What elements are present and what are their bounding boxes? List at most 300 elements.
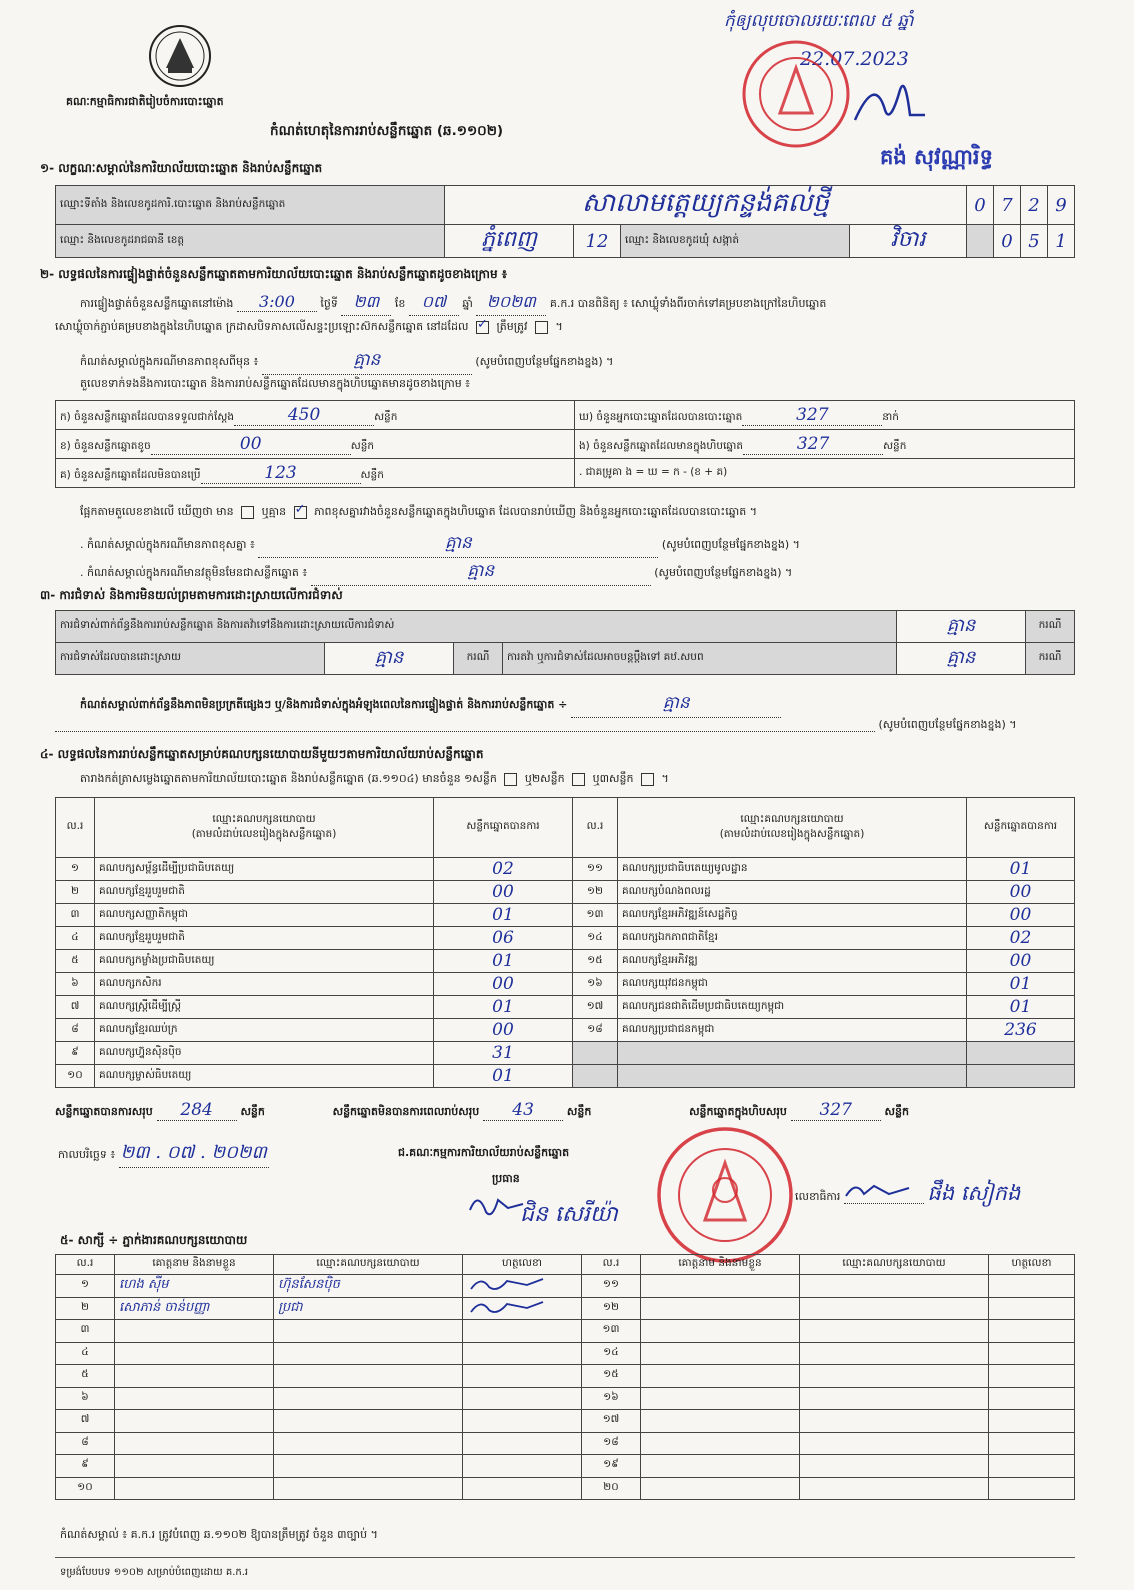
verify-time: 3:00 — [237, 292, 317, 312]
party-name: គណបក្សកសិករ — [95, 973, 434, 996]
party-no: ១២ — [573, 881, 618, 904]
party-votes: 00 — [434, 973, 573, 996]
count-d-value: 327 — [742, 405, 882, 426]
prov-value: ភ្នំពេញ — [445, 225, 574, 258]
witness-signature — [463, 1432, 582, 1455]
compare-line — [80, 505, 757, 521]
irregular-dots — [55, 718, 875, 732]
loc-value: សាលាមត្តេយ្យកន្ទង់គល់ថ្មី — [445, 186, 967, 225]
section5-heading: ៥- សាក្សី ÷ ភ្នាក់ងារគណបក្សនយោបាយ — [60, 1233, 248, 1247]
party-name: គណបក្សខ្មែរអភិវឌ្ឍ — [618, 950, 967, 973]
count-table — [55, 400, 1075, 488]
wcol-name-left: គោត្តនាម និងនាមខ្លួន — [115, 1255, 274, 1275]
count-e-unit: សន្លឹក — [883, 439, 907, 452]
topright-name: គង់ សុវណ្ណារិទ្ធ — [880, 144, 993, 169]
witness-no: ១១ — [582, 1275, 641, 1298]
irregular-line — [80, 692, 781, 718]
party-votes: 236 — [967, 1019, 1075, 1042]
count-d-label: ឃ) ចំនួនអ្នកបោះឆ្នោតដែលបានបោះឆ្នោត — [579, 410, 743, 423]
resolved-unit: ករណី — [454, 643, 503, 675]
secretary-label: លេខាធិការ — [795, 1190, 841, 1203]
party-no: ១០ — [56, 1065, 95, 1088]
compare-text-a: ផ្អែកតាមតួលេខខាងលើ ឃើញថា មាន — [80, 505, 234, 518]
president-name: ជិន សេរីយ៉ា — [520, 1202, 618, 1227]
count-b-label: ខ) ចំនួនសន្លឹកឆ្នោតខូច — [60, 439, 151, 452]
table-row — [56, 1410, 1075, 1433]
count-a-value: 450 — [234, 405, 374, 426]
witness-party — [800, 1365, 989, 1388]
wrong-checkbox[interactable] — [535, 321, 548, 334]
correct-label: ត្រឹមត្រូវ — [496, 320, 528, 333]
sheet-count-text: តារាងកត់ត្រាសម្លេងឆ្នោតតាមការិយាល័យបោះឆ្នោត និងរាប់សន្លឹកឆ្នោត (ឆ.១១០៤) មានចំនួន ១សន្លឹក — [80, 772, 497, 785]
note1-label: . កំណត់សម្គាល់ក្នុងករណីមានភាពខុសគ្នា ៖ — [80, 538, 255, 551]
witness-name — [115, 1410, 274, 1433]
witness-no: ១៨ — [582, 1432, 641, 1455]
wcol-no-left: ល.រ — [56, 1255, 115, 1275]
party-name: គណបក្សហ្វ៊ុនស៊ិនប៉ិច — [95, 1042, 434, 1065]
table-row — [56, 1455, 1075, 1478]
compare-text-c: ភាពខុសគ្នារវាងចំនួនសន្លឹកឆ្នោតក្នុងហិបឆ្នោត ដែលបានរាប់ឃើញ និងចំនួនអ្នកបោះឆ្នោតដែលបានបោះឆ្នោត ។ — [314, 505, 757, 518]
total-valid-value: 284 — [157, 1100, 237, 1121]
commune-code-1: 0 — [994, 225, 1021, 258]
witness-party — [800, 1342, 989, 1365]
verify-text-c: ខែ — [394, 297, 406, 310]
witness-signature — [989, 1477, 1075, 1500]
wcol-name-right: គោត្តនាម និងនាមខ្លួន — [641, 1255, 800, 1275]
party-no: ១៧ — [573, 996, 618, 1019]
loc-code-4: 9 — [1048, 186, 1075, 225]
party-name: គណបក្សយុវជនកម្ពុជា — [618, 973, 967, 996]
party-name: គណបក្សសម្ព័ន្ធដើម្បីប្រជាធិបតេយ្យ — [95, 858, 434, 881]
section3-heading: ៣- ការជំទាស់ និងការមិនយល់ព្រមតាមការដោះស្រាយលើការជំទាស់ — [40, 588, 343, 602]
col-no-left: ល.រ — [56, 798, 95, 858]
sheet2-label: ឬ២សន្លឹក — [524, 772, 565, 785]
witness-no: ១២ — [582, 1297, 641, 1320]
col-party-left-sub: (តាមលំដាប់លេខរៀងក្នុងសន្លឹកឆ្នោត) — [191, 827, 337, 840]
witness-signature — [989, 1275, 1075, 1298]
signature-top — [850, 70, 930, 130]
party-name: គណបក្សខ្មែរអភិវឌ្ឍន៍សេដ្ឋកិច្ច — [618, 904, 967, 927]
witness-signature — [463, 1410, 582, 1433]
party-votes: 01 — [434, 904, 573, 927]
total-valid-unit: សន្លឹក — [240, 1105, 265, 1118]
witness-name: សោភាន់ ចាន់បញ្ញា — [115, 1297, 274, 1320]
col-party-left-title: ឈ្មោះគណបក្សនយោបាយ — [212, 812, 316, 825]
witness-no: ១០ — [56, 1477, 115, 1500]
verify-month: ០៧ — [409, 291, 459, 316]
witness-party — [274, 1410, 463, 1433]
prov-code: 12 — [574, 225, 621, 258]
party-no: ៧ — [56, 996, 95, 1019]
col-votes-right: សន្លឹកឆ្នោតបានការ — [967, 798, 1075, 858]
witness-party — [800, 1477, 989, 1500]
witness-no: ២ — [56, 1297, 115, 1320]
verify-line2: សោឃ្លុំចាក់ភ្ជាប់គម្របខាងក្នុងនៃហិបឆ្នោត ក្រដាសបិទភាសលើសន្ទះប្រឡោះស៊កសន្លឹកឆ្នោត នៅដដែល ✓ ត្រឹមត្រូវ ។ — [55, 320, 563, 336]
objection-value: គ្មាន — [897, 611, 1026, 643]
total-invalid-label: សន្លឹកឆ្នោតមិនបានការពេលរាប់សរុប — [332, 1105, 480, 1118]
witness-name — [641, 1320, 800, 1343]
table-row — [56, 996, 1075, 1019]
table-row — [56, 1477, 1075, 1500]
table-row — [56, 1065, 1075, 1088]
party-no: ១១ — [573, 858, 618, 881]
correct-checkbox[interactable] — [476, 321, 489, 334]
witness-no: ៤ — [56, 1342, 115, 1365]
verify-day: ២៣ — [341, 291, 391, 316]
president-signature — [468, 1190, 528, 1220]
page-title: កំណត់ហេតុនៃការរាប់សន្លឹកឆ្នោត (ឆ.១១០២) — [270, 123, 504, 139]
commune-label: ឈ្មោះ និងលេខកូដឃុំ សង្កាត់ — [621, 225, 850, 258]
sheet1-checkbox[interactable] — [504, 773, 517, 786]
prov-label: ឈ្មោះ និងលេខកូដរាជធានី ខេត្ត — [56, 225, 445, 258]
verify-text-a: ការផ្ទៀងផ្ទាត់ចំនួនសន្លឹកឆ្នោតនៅម៉ោង — [80, 297, 234, 310]
irregular-suffix: (សូមបំពេញបន្ថែមផ្នែកខាងខ្នង) ។ — [878, 718, 1017, 731]
sheet2-checkbox[interactable] — [572, 773, 585, 786]
party-votes: 00 — [967, 904, 1075, 927]
count-c-label: គ) ចំនួនសន្លឹកឆ្នោតដែលមិនបានប្រើ — [60, 468, 201, 481]
party-name: គណបក្សកម្លាំងប្រជាធិបតេយ្យ — [95, 950, 434, 973]
org-name: គណៈកម្មាធិការជាតិរៀបចំការបោះឆ្នោត — [66, 95, 224, 108]
wcol-party-right: ឈ្មោះគណបក្សនយោបាយ — [800, 1255, 989, 1275]
party-votes: 31 — [434, 1042, 573, 1065]
footer-bottom: ទម្រង់បែបបទ ១១០២ សម្រាប់បំពេញដោយ គ.ក.រ — [60, 1567, 249, 1578]
has-checkbox[interactable] — [241, 506, 254, 519]
wcol-sign-left: ហត្ថលេខា — [463, 1255, 582, 1275]
witness-no: ១៧ — [582, 1410, 641, 1433]
note1-line — [80, 532, 800, 558]
party-no — [573, 1042, 618, 1065]
date-line — [58, 1140, 269, 1168]
party-votes: 01 — [434, 950, 573, 973]
resolved-label: ការជំទាស់ដែលបានដោះស្រាយ — [56, 643, 325, 675]
count-c-value: 123 — [201, 463, 361, 484]
section4-heading: ៤- លទ្ធផលនៃការរាប់សន្លឹកឆ្នោតសម្រាប់គណបក្សនយោបាយនីមួយៗតាមការិយាល័យរាប់សន្លឹកឆ្នោត — [40, 747, 484, 761]
total-valid-label: សន្លឹកឆ្នោតបានការសរុប — [55, 1105, 153, 1118]
party-votes: 01 — [434, 996, 573, 1019]
table-row — [56, 1432, 1075, 1455]
witness-signature — [989, 1297, 1075, 1320]
witness-no: ៥ — [56, 1365, 115, 1388]
witness-signature — [989, 1342, 1075, 1365]
witness-no: ១៤ — [582, 1342, 641, 1365]
objection-label: ការជំទាស់ពាក់ព័ន្ធនឹងការរាប់សន្លឹកឆ្នោត និងការតវ៉ាទៅនឹងការដោះស្រាយលើការជំទាស់ — [56, 611, 897, 643]
witness-signature — [463, 1387, 582, 1410]
note2-suffix: (សូមបំពេញបន្ថែមផ្នែកខាងខ្នង) ។ — [654, 566, 793, 579]
witness-no: ៨ — [56, 1432, 115, 1455]
table-row — [56, 973, 1075, 996]
witness-signature — [463, 1297, 582, 1320]
table-row — [56, 904, 1075, 927]
witness-name — [115, 1365, 274, 1388]
party-votes: 01 — [967, 996, 1075, 1019]
count-formula: . ជាគម្រូគា ង = ឃ = ក - (ខ + គ) — [575, 459, 1075, 488]
note1-value: គ្មាន — [258, 532, 658, 558]
table-row — [56, 1019, 1075, 1042]
bottom-red-stamp — [655, 1125, 795, 1265]
witness-party — [800, 1275, 989, 1298]
witness-name — [641, 1297, 800, 1320]
note1-suffix: (សូមបំពេញបន្ថែមផ្នែកខាងខ្នង) ។ — [661, 538, 800, 551]
party-no: ៦ — [56, 973, 95, 996]
table-row — [56, 1320, 1075, 1343]
verify-line2-text: សោឃ្លុំចាក់ភ្ជាប់គម្របខាងក្នុងនៃហិបឆ្នោត ក្រដាសបិទភាសលើសន្ទះប្រឡោះស៊កសន្លឹកឆ្នោត នៅដដែល — [55, 320, 469, 333]
witness-party — [274, 1432, 463, 1455]
party-name: គណបក្សបំណងពលរដ្ឋ — [618, 881, 967, 904]
topright-date: 22.07.2023 — [800, 48, 909, 70]
irregular-value: គ្មាន — [571, 692, 781, 718]
witness-signature — [989, 1365, 1075, 1388]
party-votes: 00 — [434, 881, 573, 904]
party-no: ១៥ — [573, 950, 618, 973]
table-row — [56, 1342, 1075, 1365]
count-d-unit: នាក់ — [882, 410, 899, 423]
table-row — [56, 858, 1075, 881]
loc-label: ឈ្មោះទីតាំង និងលេខកូដការិ.បោះឆ្នោត និងរាប់សន្លឹកឆ្នោត — [56, 186, 445, 225]
party-votes: 01 — [967, 858, 1075, 881]
witness-no: ១៥ — [582, 1365, 641, 1388]
diff-note-suffix: (សូមបំពេញបន្ថែមផ្នែកខាងខ្នង) ។ — [475, 355, 614, 368]
party-no — [573, 1065, 618, 1088]
party-votes: 00 — [967, 950, 1075, 973]
table-row — [56, 950, 1075, 973]
witness-name — [115, 1455, 274, 1478]
verify-year: ២០២៣ — [476, 291, 546, 316]
total-box-label: សន្លឹកឆ្នោតក្នុងហិបសរុប — [689, 1105, 787, 1118]
table-row — [56, 1297, 1075, 1320]
witness-party — [274, 1387, 463, 1410]
sheet3-checkbox[interactable] — [641, 773, 654, 786]
count-b-value: 00 — [151, 434, 351, 455]
party-name: គណបក្សម្ចាស់ធិបតេយ្យ — [95, 1065, 434, 1088]
party-name: គណបក្សប្រជាជនកម្ពុជា — [618, 1019, 967, 1042]
witness-party — [274, 1320, 463, 1343]
witness-signature — [463, 1455, 582, 1478]
loc-code-2: 7 — [994, 186, 1021, 225]
total-invalid-unit: សន្លឹក — [566, 1105, 592, 1118]
witness-signature — [463, 1342, 582, 1365]
table-row — [56, 1387, 1075, 1410]
party-name — [618, 1065, 967, 1088]
sheet3-label: ឬ៣សន្លឹក — [592, 772, 634, 785]
diff-note-label: កំណត់សម្គាល់ក្នុងករណីមានភាពខុសពីមុន ៖ — [80, 355, 259, 368]
witness-no: ៦ — [56, 1387, 115, 1410]
witness-party — [800, 1320, 989, 1343]
witness-name — [641, 1477, 800, 1500]
witness-party — [800, 1387, 989, 1410]
col-party-right — [618, 798, 967, 858]
witness-no: ៩ — [56, 1455, 115, 1478]
emblem-logo — [148, 24, 212, 88]
none-checkbox[interactable] — [294, 506, 307, 519]
count-e-label: ង) ចំនួនសន្លឹកឆ្នោតដែលមានក្នុងហិបឆ្នោត — [579, 439, 744, 452]
loc-code-3: 2 — [1021, 186, 1048, 225]
party-votes: 00 — [967, 881, 1075, 904]
witness-no: ១ — [56, 1275, 115, 1298]
party-name: គណបក្សស្ត្រីដើម្បីស្ត្រី — [95, 996, 434, 1019]
table-row — [56, 1365, 1075, 1388]
party-no: ៥ — [56, 950, 95, 973]
date-value: ២៣ . ០៧ . ២០២៣ — [119, 1140, 269, 1168]
witness-signature — [463, 1365, 582, 1388]
wcol-sign-right: ហត្ថលេខា — [989, 1255, 1075, 1275]
party-name: គណបក្សសញ្ញាតិកម្ពុជា — [95, 904, 434, 927]
section2-heading: ២- លទ្ធផលនៃការផ្ទៀងផ្ទាត់ចំនួនសន្លឹកឆ្នោតតាមការិយាល័យបោះឆ្នោត និងរាប់សន្លឹកឆ្នោតដូចខាងក្រោម ៖ — [40, 267, 508, 281]
secretary-line — [795, 1180, 1020, 1211]
witness-signature — [463, 1320, 582, 1343]
total-invalid-value: 43 — [483, 1100, 563, 1121]
objection-table — [55, 610, 1075, 675]
verify-line3 — [80, 349, 613, 375]
party-votes: 01 — [434, 1065, 573, 1088]
appeal-label: ការតវ៉ា ឬការជំទាស់ដែលអាចបន្តប្តឹងទៅ គឋ.សបព — [503, 643, 897, 675]
party-no: ៣ — [56, 904, 95, 927]
party-votes: 00 — [434, 1019, 573, 1042]
table-row — [56, 881, 1075, 904]
party-name: គណបក្សខ្មែររួបរួមជាតិ — [95, 881, 434, 904]
sheet-count-line: តារាងកត់ត្រាសម្លេងឆ្នោតតាមការិយាល័យបោះឆ្នោត និងរាប់សន្លឹកឆ្នោត (ឆ.១១០៤) មានចំនួន ១សន្លឹក ឬ២សន្លឹក ឬ៣សន្លឹក ។ — [80, 772, 669, 785]
count-b-unit: សន្លឹក — [350, 439, 375, 452]
wcol-party-left: ឈ្មោះគណបក្សនយោបាយ — [274, 1255, 463, 1275]
table-row — [56, 1042, 1075, 1065]
party-no: ១៣ — [573, 904, 618, 927]
witness-name — [115, 1320, 274, 1343]
note2-line — [80, 560, 792, 586]
witness-party: ប្រជា — [274, 1297, 463, 1320]
results-table — [55, 797, 1075, 1088]
witness-name — [115, 1477, 274, 1500]
witness-name — [641, 1342, 800, 1365]
witness-name — [641, 1365, 800, 1388]
compare-text-b: ឬគ្មាន — [261, 505, 287, 518]
wcol-no-right: ល.រ — [582, 1255, 641, 1275]
top-red-stamp — [740, 38, 852, 150]
count-a-label: ក) ចំនួនសន្លឹកឆ្នោតដែលបានទទួលជាក់ស្តែង — [60, 410, 235, 423]
diff-note-value: គ្មាន — [262, 349, 472, 375]
witness-signature — [989, 1432, 1075, 1455]
party-name: គណបក្សខ្មែររួបរួមជាតិ — [95, 927, 434, 950]
appeal-value: គ្មាន — [897, 643, 1026, 675]
table-row — [56, 1275, 1075, 1298]
verify-text-b: ថ្ងៃទី — [320, 297, 338, 310]
witness-name — [115, 1342, 274, 1365]
secretary-signature — [844, 1180, 924, 1204]
witness-no: ១៦ — [582, 1387, 641, 1410]
verify-line4: តួលេខទាក់ទងនឹងការបោះឆ្នោត និងការរាប់សន្លឹកឆ្នោតដែលមានក្នុងហិបឆ្នោតមានដូចខាងក្រោម ៖ — [80, 377, 471, 390]
verify-line1 — [80, 291, 826, 316]
count-c-unit: សន្លឹក — [360, 468, 384, 481]
party-no: ១៨ — [573, 1019, 618, 1042]
commune-code-3: 1 — [1048, 225, 1075, 258]
verify-text-e: គ.ក.រ បានពិនិត្យ ៖ សោឃ្លុំទាំងពីរចាក់ទៅគម្របខាងក្រៅនៃហិបឆ្នោត — [549, 297, 827, 310]
witness-no: ៣ — [56, 1320, 115, 1343]
party-name: គណបក្សប្រជាធិបតេយ្យមូលដ្ឋាន — [618, 858, 967, 881]
witness-party — [800, 1410, 989, 1433]
col-party-right-title: ឈ្មោះគណបក្សនយោបាយ — [740, 812, 844, 825]
footer-divider — [55, 1557, 1075, 1558]
witness-name — [115, 1432, 274, 1455]
president-label: ប្រធាន — [492, 1172, 520, 1185]
witness-party — [800, 1297, 989, 1320]
party-no: ៩ — [56, 1042, 95, 1065]
irregular-line2 — [55, 718, 1017, 734]
section1-table — [55, 185, 1075, 258]
table-row — [56, 927, 1075, 950]
col-votes-left: សន្លឹកឆ្នោតបានការ — [434, 798, 573, 858]
topright-note: កុំឲ្យលុបចោលរយៈពេល ៥ ឆ្នាំ — [724, 11, 914, 31]
party-votes: 02 — [434, 858, 573, 881]
totals-line — [55, 1100, 1075, 1121]
party-name — [618, 1042, 967, 1065]
witness-party — [274, 1477, 463, 1500]
witness-name — [641, 1387, 800, 1410]
witness-name — [641, 1275, 800, 1298]
party-votes — [967, 1042, 1075, 1065]
witness-signature — [463, 1275, 582, 1298]
count-a-unit: សន្លឹក — [374, 410, 398, 423]
loc-code-1: 0 — [967, 186, 994, 225]
witness-party: ហ៊ុនសែនប៉ិច — [274, 1275, 463, 1298]
witness-name — [641, 1410, 800, 1433]
col-party-right-sub: (តាមលំដាប់លេខរៀងក្នុងសន្លឹកឆ្នោត) — [719, 827, 865, 840]
party-no: ១ — [56, 858, 95, 881]
verify-text-d: ឆ្នាំ — [462, 297, 473, 310]
note2-label: . កំណត់សម្គាល់ក្នុងករណីមានវត្ថុមិនមែនជាសន្លឹកឆ្នោត ៖ — [80, 566, 308, 579]
footer-note: កំណត់សម្គាល់ ៖ គ.ក.រ ត្រូវបំពេញ ឆ.១១០២ ឱ្យបានត្រឹមត្រូវ ចំនួន ៣ច្បាប់ ។ — [60, 1528, 378, 1541]
total-box-value: 327 — [791, 1100, 881, 1121]
total-box-unit: សន្លឹក — [884, 1105, 909, 1118]
party-name: គណបក្សខ្មែរឈប់ក្រ — [95, 1019, 434, 1042]
commune-value: វិចារ — [850, 225, 967, 258]
witness-no: ២០ — [582, 1477, 641, 1500]
witness-signature — [989, 1387, 1075, 1410]
note2-value: គ្មាន — [311, 560, 651, 586]
witness-no: ១៣ — [582, 1320, 641, 1343]
witness-name — [641, 1455, 800, 1478]
committee-label: ជ.គណៈកម្មការការិយាល័យរាប់សន្លឹកឆ្នោត — [398, 1146, 570, 1159]
witness-signature — [463, 1477, 582, 1500]
appeal-unit: ករណី — [1026, 643, 1075, 675]
commune-code-2: 5 — [1021, 225, 1048, 258]
witness-signature — [989, 1455, 1075, 1478]
party-no: ១៦ — [573, 973, 618, 996]
party-no: ២ — [56, 881, 95, 904]
party-name: គណបក្សជនជាតិដើមប្រជាធិបតេយ្យកម្ពុជា — [618, 996, 967, 1019]
date-label: កាលបរិច្ឆេទ ៖ — [58, 1148, 116, 1161]
party-votes: 06 — [434, 927, 573, 950]
witness-name: ហេង ស៊ីម — [115, 1275, 274, 1298]
party-name: គណបក្សឯកភាពជាតិខ្មែរ — [618, 927, 967, 950]
count-e-value: 327 — [743, 434, 883, 455]
secretary-name: ផឹង សៀកង — [927, 1181, 1021, 1205]
party-votes — [967, 1065, 1075, 1088]
col-no-right: ល.រ — [573, 798, 618, 858]
witness-party — [274, 1342, 463, 1365]
resolved-value: គ្មាន — [325, 643, 454, 675]
witness-table — [55, 1254, 1075, 1500]
party-no: ៨ — [56, 1019, 95, 1042]
witness-signature — [989, 1320, 1075, 1343]
party-votes: 01 — [967, 973, 1075, 996]
witness-signature — [989, 1410, 1075, 1433]
party-no: ៤ — [56, 927, 95, 950]
party-no: ១៤ — [573, 927, 618, 950]
party-votes: 02 — [967, 927, 1075, 950]
witness-party — [274, 1365, 463, 1388]
col-party-left — [95, 798, 434, 858]
witness-name — [641, 1432, 800, 1455]
witness-name — [115, 1387, 274, 1410]
objection-unit: ករណី — [1026, 611, 1075, 643]
